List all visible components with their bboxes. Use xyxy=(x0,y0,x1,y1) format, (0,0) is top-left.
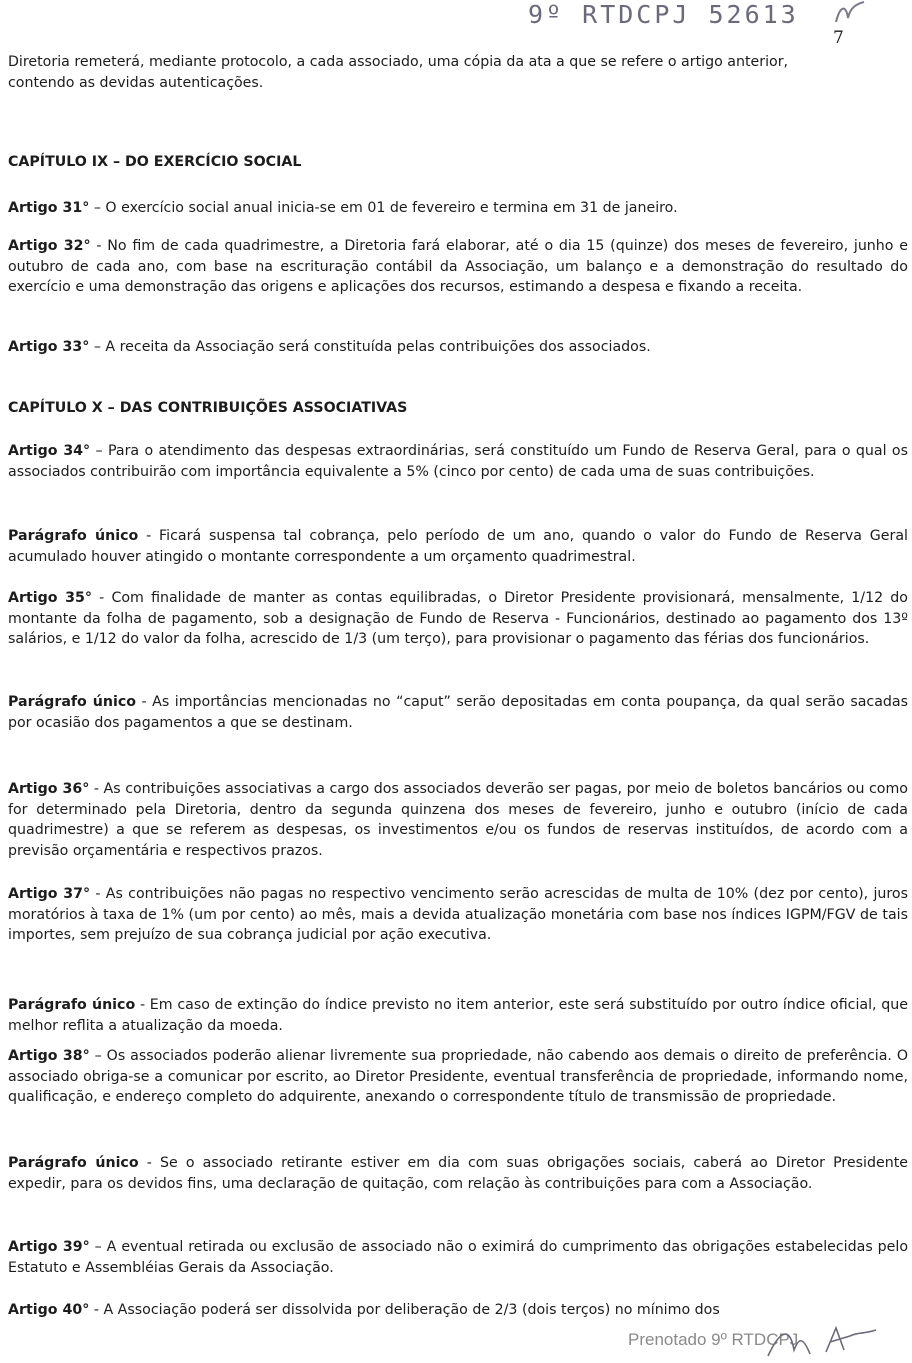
article-40-text: - A Associação poderá ser dissolvida por deliberação de 2/3 (dois terços) no mínimo dos xyxy=(89,1302,720,1318)
article-31-label: Artigo 31° xyxy=(8,200,90,216)
article-38-label: Artigo 38° xyxy=(8,1048,90,1064)
article-34-label: Artigo 34° xyxy=(8,443,91,459)
article-39-text: – A eventual retirada ou exclusão de associado não o eximirá do cumprimento das obrigações estabelecidas pelo Estatuto e Assembléias Gerais da Associação. xyxy=(8,1239,908,1276)
article-40-label: Artigo 40° xyxy=(8,1302,90,1318)
article-33-label: Artigo 33° xyxy=(8,339,90,355)
chapter-x-heading: CAPÍTULO X – DAS CONTRIBUIÇÕES ASSOCIATIVAS xyxy=(8,400,408,416)
continuation-paragraph: Diretoria remeterá, mediante protocolo, a cada associado, uma cópia da ata a que se refere o artigo anterior, contendo as devidas autenticações. xyxy=(8,54,789,91)
article-34-text: – Para o atendimento das despesas extraordinárias, será constituído um Fundo de Reserva Geral, para o qual os associados contribuirão com importância equivalente a 5% (cinco por cento) de cada uma de suas contribuições. xyxy=(8,443,908,480)
article-38 xyxy=(8,1046,908,1108)
paragraph-34-text: - Ficará suspensa tal cobrança, pelo período de um ano, quando o valor do Fundo de Reserva Geral acumulado houver atingido o montante correspondente a um orçamento quadrimestral. xyxy=(8,528,908,565)
registry-stamp xyxy=(528,0,799,29)
article-38-text: – Os associados poderão alienar livremente sua propriedade, não cabendo aos demais o direito de preferência. O associado obriga-se a comunicar por escrito, ao Diretor Presidente, eventual transferência de propriedade, informando nome, qualificação, e endereço completo do adquirente, anexando o correspondente título de transmissão de propriedade. xyxy=(8,1048,908,1106)
paragraph-37-label: Parágrafo único xyxy=(8,997,136,1013)
paragraph-35-label: Parágrafo único xyxy=(8,694,136,710)
article-40 xyxy=(8,1300,908,1321)
article-36-text: - As contribuições associativas a cargo dos associados deverão ser pagas, por meio de boletos bancários ou como for determinado pela Diretoria, dentro da segunda quinzena dos meses de fevereiro, junho e outubro (início de cada quadrimestre) a que se referem as despesas, os investimentos e/ou os fundos de reservas instituídos, de acordo com a previsão orçamentária e respectivos prazos. xyxy=(8,781,908,860)
paragraph-38-text: - Se o associado retirante estiver em dia com suas obrigações sociais, caberá ao Diretor Presidente expedir, para os devidos fins, uma declaração de quitação, com relação às contribuições para com a Associação. xyxy=(8,1155,908,1192)
paragraph-34-label: Parágrafo único xyxy=(8,528,139,544)
registry-office: 9º RTDCPJ xyxy=(528,0,691,29)
article-35-text: - Com finalidade de manter as contas equilibradas, o Diretor Presidente provisionará, mensalmente, 1/12 do montante da folha de pagamento, sob a designação de Fundo de Reserva - Funcionários, destinado ao pagamento dos 13º salários, e 1/12 do valor da folha, acrescido de 1/3 (um terço), para provisionar o pagamento das férias dos funcionários. xyxy=(8,590,908,648)
article-37-text: - As contribuições não pagas no respectivo vencimento serão acrescidas de multa de 10% (dez por cento), juros moratórios à taxa de 1% (um por cento) ao mês, mais a devida atualização monetária com base nos índices IGPM/FGV de tais importes, sem prejuízo de sua cobrança judicial por ação executiva. xyxy=(8,886,908,944)
article-33 xyxy=(8,337,908,358)
paragraph-38-label: Parágrafo único xyxy=(8,1155,139,1171)
article-35-paragraph xyxy=(8,692,908,733)
article-36-label: Artigo 36° xyxy=(8,781,90,797)
article-35 xyxy=(8,588,908,650)
article-37 xyxy=(8,884,908,946)
article-32-text: - No fim de cada quadrimestre, a Diretoria fará elaborar, até o dia 15 (quinze) dos meses de fevereiro, junho e outubro de cada ano, com base na escrituração contábil da Associação, um balanço e a demonstração do resultado do exercício e uma demonstração das origens e aplicações dos recursos, estimando a despesa e fixando a receita. xyxy=(8,238,908,296)
article-34-paragraph xyxy=(8,526,908,567)
signature-icon xyxy=(760,1320,880,1362)
paragraph-35-text: - As importâncias mencionadas no “caput” serão depositadas em conta poupança, da qual serão sacadas por ocasião dos pagamentos a que se destinam. xyxy=(8,694,908,731)
page-number: 7 xyxy=(833,28,844,48)
article-31-text: – O exercício social anual inicia-se em 01 de fevereiro e termina em 31 de janeiro. xyxy=(89,200,678,216)
article-34 xyxy=(8,441,908,482)
registry-number: 52613 xyxy=(708,0,799,29)
article-36 xyxy=(8,779,908,862)
article-31 xyxy=(8,198,908,219)
initials-signature-icon xyxy=(830,0,870,30)
article-35-label: Artigo 35° xyxy=(8,590,92,606)
article-39 xyxy=(8,1237,908,1278)
article-32-label: Artigo 32° xyxy=(8,238,91,254)
article-39-label: Artigo 39° xyxy=(8,1239,90,1255)
prenotation-stamp: Prenotado 9º RTDCPJ xyxy=(628,1330,799,1349)
article-38-paragraph xyxy=(8,1153,908,1194)
article-33-text: – A receita da Associação será constituída pelas contribuições dos associados. xyxy=(89,339,651,355)
article-37-label: Artigo 37° xyxy=(8,886,91,902)
chapter-ix-heading: CAPÍTULO IX – DO EXERCÍCIO SOCIAL xyxy=(8,154,302,170)
article-32 xyxy=(8,236,908,298)
paragraph-37-text: - Em caso de extinção do índice previsto no item anterior, este será substituído por outro índice oficial, que melhor reflita a atualização da moeda. xyxy=(8,997,908,1034)
article-37-paragraph xyxy=(8,995,908,1036)
